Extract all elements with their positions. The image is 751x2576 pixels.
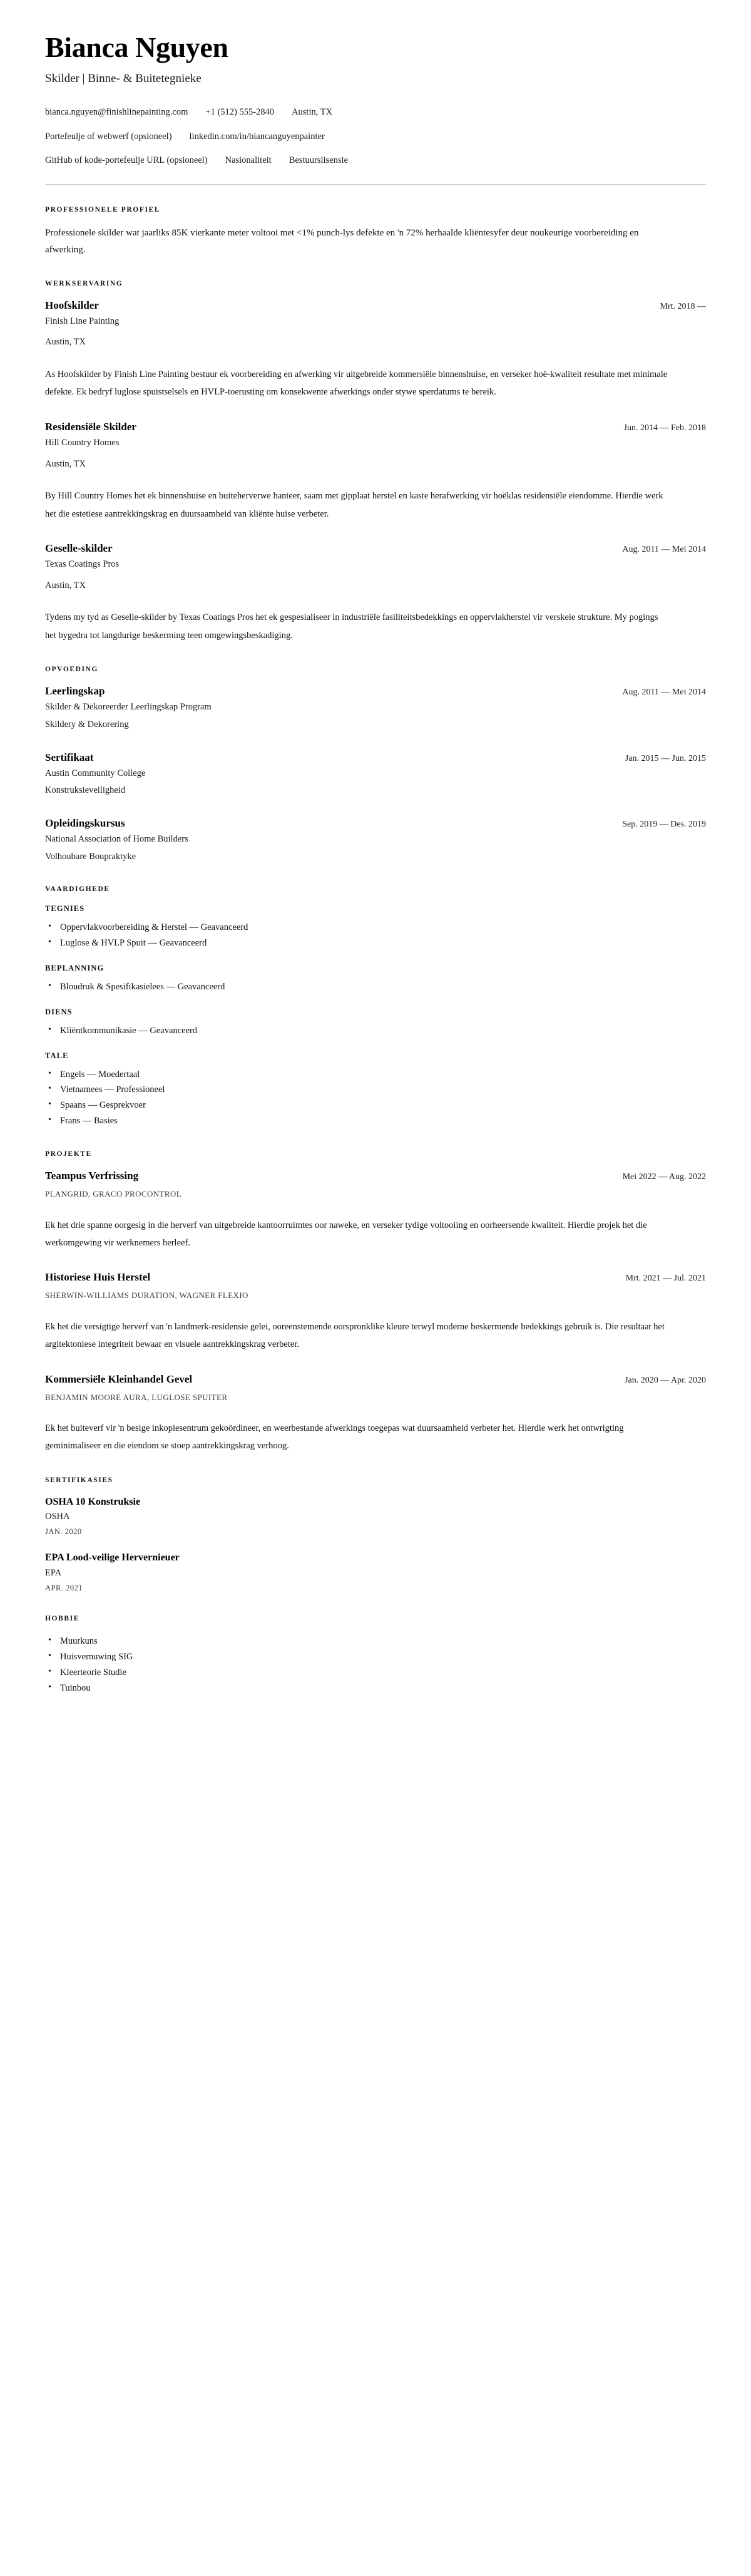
- skill-item: • Engels — Moedertaal: [45, 1067, 706, 1083]
- project-entry-head: [45, 1373, 706, 1386]
- certification-name: OSHA 10 Konstruksie: [45, 1496, 141, 1507]
- section-title-experience: WERKSERVARING: [45, 279, 123, 287]
- skill-item: • Frans — Basies: [45, 1113, 706, 1129]
- skill-group-label: DIENS: [45, 1007, 73, 1016]
- skill-item: • Oppervlakvoorbereiding & Herstel — Geavanceerd: [45, 920, 706, 935]
- project-entry-head: [45, 1270, 706, 1284]
- candidate-headline: Skilder | Binne- & Buitetegnieke: [45, 72, 202, 86]
- section-experience: [45, 280, 706, 644]
- project-tech: SHERWIN-WILLIAMS DURATION, WAGNER FLEXIO: [45, 1291, 248, 1301]
- skill-item: • Bloudruk & Spesifikasielees — Geavanceerd: [45, 979, 706, 995]
- contact-location: Austin, TX: [292, 106, 333, 117]
- skill-list: [45, 1023, 706, 1039]
- skill-group-languages: [45, 1051, 706, 1130]
- contact-github[interactable]: GitHub of kode-portefeulje URL (opsioneel): [45, 155, 208, 166]
- skill-group-technical: [45, 904, 706, 951]
- certification-date: JAN. 2020: [45, 1527, 82, 1537]
- job-description: By Hill Country Homes het ek binnenshuise en buiteherverwe hanteer, saam met gipplaat herstel en kaste herafwerking vir hoëklas residensiële eiendomme. Hierdie werk het die estetiese aantrekkingskrag en duursaamheid van kliënte huise verbeter.: [45, 491, 663, 519]
- certification-issuer: EPA: [45, 1567, 62, 1578]
- education-entry-head: [45, 751, 706, 765]
- job-description: As Hoofskilder by Finish Line Painting bestuur ek voorbereiding en afwerking vir uitgebreide kommersiële binnenshuise, en verseker hoë-kwaliteit resultate met minimale defekte. Ek bedryf luglose spuistselsels en HVLP-toerusting om konsekwente afwerkings onder stywe sperdatums te bereik.: [45, 369, 668, 398]
- contact-row-3: [45, 154, 706, 168]
- contact-row-1: [45, 106, 706, 120]
- education-school: Austin Community College: [45, 768, 146, 778]
- contact-driving-licence: Bestuurslisensie: [289, 155, 348, 166]
- contact-email[interactable]: bianca.nguyen@finishlinepainting.com: [45, 106, 188, 117]
- section-projects: [45, 1150, 706, 1455]
- project-name: Teampus Verfrissing: [45, 1170, 139, 1182]
- project-tech: PLANGRID, GRACO PROCONTROL: [45, 1189, 182, 1199]
- summary-text: Professionele skilder wat jaarliks 85K vierkante meter voltooi met <1% punch-lys defekte en 'n 72% herhaalde kliëntesyfer deur noukeurige voorbereiding en afwerking.: [45, 228, 639, 255]
- skill-item: • Vietnamees — Professioneel: [45, 1082, 706, 1098]
- hobby-item: • Muurkuns: [45, 1634, 706, 1649]
- resume-header: [45, 33, 706, 185]
- skill-item: • Spaans — Gesprekvoer: [45, 1098, 706, 1113]
- education-entry: [45, 751, 706, 798]
- education-field: Konstruksieveiligheid: [45, 785, 126, 796]
- section-title-education: OPVOEDING: [45, 665, 99, 673]
- education-entry: [45, 817, 706, 864]
- certification-entry: [45, 1495, 706, 1538]
- section-title-projects: PROJEKTE: [45, 1150, 92, 1158]
- job-company: Finish Line Painting: [45, 316, 120, 326]
- skill-group-planning: [45, 964, 706, 995]
- hobby-list: [45, 1634, 706, 1696]
- contact-nationality: Nasionaliteit: [225, 155, 272, 166]
- job-description: Tydens my tyd as Geselle-skilder by Texas Coatings Pros het ek gespesialiseer in industriële fasiliteitsbedekkings en oppervlakherstel vir verskeie strukture. My pogings het bygedra tot langdurige beskerming teen omgewingsbeskadiging.: [45, 612, 658, 641]
- certification-name: EPA Lood-veilige Hervernieuer: [45, 1552, 180, 1564]
- skill-item: • Luglose & HVLP Spuit — Geavanceerd: [45, 935, 706, 951]
- header-divider: [45, 184, 706, 185]
- skill-group-label: BEPLANNING: [45, 963, 105, 972]
- section-education: [45, 666, 706, 864]
- project-tech: BENJAMIN MOORE AURA, LUGLOSE SPUITER: [45, 1392, 228, 1402]
- job-company: Texas Coatings Pros: [45, 559, 120, 569]
- project-description: Ek het die versigtige herverf van 'n landmerk-residensie gelei, ooreenstemende oorspronklike kleure terwyl moderne beskermende bedekkings gebruik is. Die resultaat het argitektoniese integriteit bewaar en visuele aantrekkingskrag verbeter.: [45, 1321, 665, 1350]
- experience-entry: [45, 542, 706, 644]
- job-dates: Mrt. 2018 —: [660, 301, 706, 311]
- experience-entry-head: [45, 299, 706, 312]
- experience-entry-head: [45, 420, 706, 434]
- contact-phone[interactable]: +1 (512) 555-2840: [205, 106, 275, 117]
- project-description: Ek het drie spanne oorgesig in die herverf van uitgebreide kantoorruimtes oor naweke, en verseker tydige voltooiing en oorheersende kwaliteit. Hierdie projek het die werkomgewing vir werknemers herleef.: [45, 1220, 647, 1249]
- project-name: Kommersiële Kleinhandel Gevel: [45, 1373, 193, 1385]
- certification-entry: [45, 1551, 706, 1594]
- contact-linkedin[interactable]: linkedin.com/in/biancanguyenpainter: [189, 131, 325, 142]
- job-role: Residensiële Skilder: [45, 420, 136, 433]
- contact-portfolio[interactable]: Portefeulje of webwerf (opsioneel): [45, 131, 172, 142]
- job-dates: Aug. 2011 — Mei 2014: [622, 544, 706, 554]
- skill-group-service: [45, 1007, 706, 1039]
- hobby-item: • Kleerteorie Studie: [45, 1665, 706, 1681]
- education-entry-head: [45, 817, 706, 830]
- education-school: National Association of Home Builders: [45, 834, 188, 845]
- job-location: Austin, TX: [45, 337, 86, 348]
- experience-entry-head: [45, 542, 706, 555]
- candidate-name: Bianca Nguyen: [45, 31, 228, 63]
- project-dates: Mei 2022 — Aug. 2022: [622, 1172, 706, 1182]
- project-description: Ek het buiteverf vir 'n besige inkopiesentrum gekoördineer, en weerbestande afwerkings toegepas wat duursaamheid verbeter het. Hierdie werk het ontwrigting geminimaliseer en die eiendom se stoep aantrekkingskrag verhoog.: [45, 1423, 624, 1451]
- project-entry-head: [45, 1169, 706, 1183]
- education-degree: Leerlingskap: [45, 684, 105, 697]
- job-location: Austin, TX: [45, 458, 86, 469]
- experience-entry: [45, 299, 706, 401]
- project-name: Historiese Huis Herstel: [45, 1271, 151, 1284]
- certification-issuer: OSHA: [45, 1512, 70, 1522]
- education-degree: Sertifikaat: [45, 751, 94, 763]
- education-field: Volhoubare Boupraktyke: [45, 852, 136, 862]
- skill-group-label: TALE: [45, 1051, 69, 1060]
- project-entry: [45, 1373, 706, 1455]
- education-entry-head: [45, 684, 706, 698]
- section-title-hobbies: HOBBIE: [45, 1615, 79, 1623]
- job-location: Austin, TX: [45, 580, 86, 590]
- education-dates: Aug. 2011 — Mei 2014: [622, 687, 706, 697]
- skill-list: [45, 1067, 706, 1130]
- section-title-certifications: SERTIFIKASIES: [45, 1476, 113, 1484]
- section-title-skills: VAARDIGHEDE: [45, 885, 110, 893]
- hobby-item: • Huisvernuwing SIG: [45, 1649, 706, 1665]
- skill-list: [45, 979, 706, 995]
- education-school: Skilder & Dekoreerder Leerlingskap Program: [45, 702, 212, 713]
- hobby-item: • Tuinbou: [45, 1681, 706, 1696]
- job-company: Hill Country Homes: [45, 437, 120, 448]
- experience-entry: [45, 420, 706, 523]
- job-role: Hoofskilder: [45, 299, 99, 311]
- education-degree: Opleidingskursus: [45, 817, 125, 830]
- project-dates: Jan. 2020 — Apr. 2020: [625, 1375, 706, 1385]
- section-certifications: [45, 1476, 706, 1594]
- project-entry: [45, 1169, 706, 1252]
- project-entry: [45, 1270, 706, 1353]
- contact-row-2: [45, 130, 706, 144]
- education-field: Skildery & Dekorering: [45, 719, 129, 729]
- education-entry: [45, 684, 706, 732]
- skill-list: [45, 920, 706, 951]
- section-summary: [45, 206, 706, 258]
- job-dates: Jun. 2014 — Feb. 2018: [623, 423, 706, 433]
- section-hobbies: [45, 1615, 706, 1696]
- education-dates: Sep. 2019 — Des. 2019: [622, 820, 706, 830]
- section-title-summary: PROFESSIONELE PROFIEL: [45, 206, 161, 214]
- project-dates: Mrt. 2021 — Jul. 2021: [625, 1274, 706, 1284]
- skill-item: • Kliëntkommunikasie — Geavanceerd: [45, 1023, 706, 1039]
- section-skills: [45, 885, 706, 1130]
- certification-date: APR. 2021: [45, 1583, 83, 1592]
- education-dates: Jan. 2015 — Jun. 2015: [625, 753, 706, 763]
- skill-group-label: TEGNIES: [45, 904, 85, 913]
- job-role: Geselle-skilder: [45, 542, 113, 554]
